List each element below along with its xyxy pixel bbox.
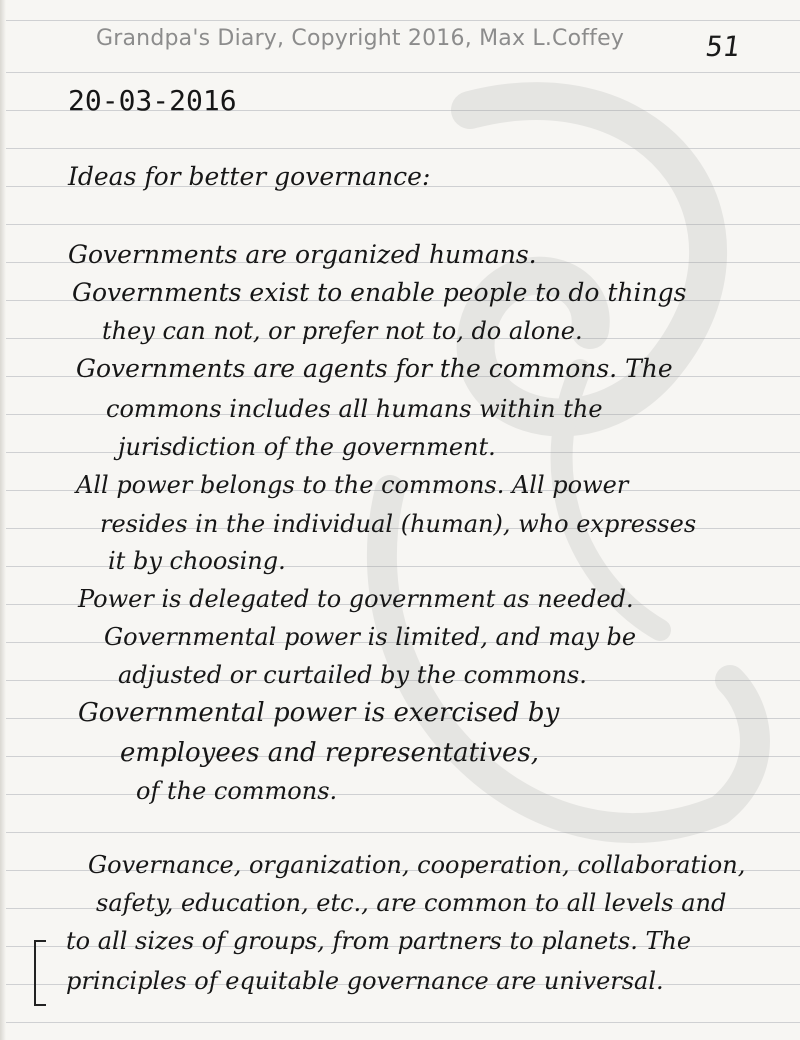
entry-line: adjusted or curtailed by the commons. [118,661,587,689]
entry-line: it by choosing. [108,547,286,575]
entry-line: employees and representatives, [120,738,540,768]
margin-bracket-mark [34,940,46,1006]
entry-line: commons includes all humans within the [106,395,603,423]
entry-line: All power belongs to the commons. All power [76,471,629,499]
entry-line: Governments exist to enable people to do things [72,278,687,307]
page-number: 51 [703,30,743,63]
entry-line: Governments are agents for the commons. The [76,354,673,383]
entry-line: Governments are organized humans. [68,240,537,269]
entry-date: 20-03-2016 [68,84,237,117]
page-binding-shadow [0,0,6,1040]
entry-line: Governance, organization, cooperation, collaboration, [88,851,746,879]
entry-line: Governmental power is exercised by [78,698,560,728]
entry-line: to all sizes of groups, from partners to planets. The [66,927,692,955]
entry-line: Governmental power is limited, and may be [104,623,637,651]
diary-header-title: Grandpa's Diary, Copyright 2016, Max L.Coffey [96,26,625,51]
entry-line: principles of equitable governance are universal. [66,967,664,995]
entry-line: jurisdiction of the government. [118,433,496,461]
entry-line: Power is delegated to government as needed. [78,585,634,613]
entry-line: they can not, or prefer not to, do alone. [102,317,583,345]
entry-line: of the commons. [136,777,338,805]
entry-line: resides in the individual (human), who expresses [100,510,697,538]
entry-heading: Ideas for better governance: [68,162,431,191]
entry-line: safety, education, etc., are common to all levels and [96,889,727,917]
